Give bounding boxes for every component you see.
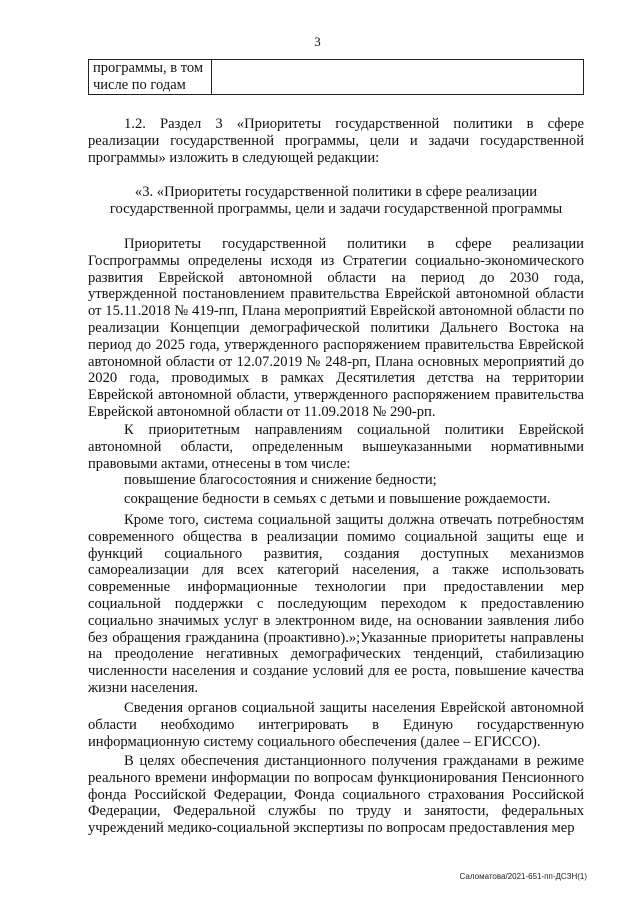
paragraph-egisso: Сведения органов социальной защиты населения Еврейской автономной области необходимо интегрировать в Единую государственную информационную систему социального обеспечения (далее – ЕГИССО). [88,700,584,750]
table-row-label [89,60,212,95]
table-row-label-line: программы, в том [93,60,204,76]
paragraph-remote-access: В целях обеспечения дистанционного получения гражданами в режиме реального времени информации по вопросам функционирования Пенсионного фонда Российской Федерации, Фонда социального страхования Российской Федерации, Федеральной службы по труду и занятости, федеральных учреждений медико-социальной экспертизы по вопросам предоставления мер [88,753,584,837]
table-row-value [212,60,584,95]
document-footer: Саломатова/2021-651-пп-ДСЗН(1) [459,872,587,881]
table-row [89,60,584,95]
paragraph-directions: К приоритетным направлениям социальной политики Еврейской автономной области, определенным вышеуказанными нормативными правовыми актами, отнесены в том числе: [88,422,584,472]
table-row-label-line: числе по годам [93,77,186,93]
section-heading [88,184,584,218]
list-item: сокращение бедности в семьях с детьми и повышение рождаемости. [124,491,551,507]
paragraph-social-system: Кроме того, система социальной защиты должна отвечать потребностям современного общества в реализации помимо социальной защиты еще и функций социального развития, создания доступных механизмов самореализации для всех категорий населения, а также использовать современные информационные технологии при предоставлении мер социальной поддержки с последующим переходом к предоставлению социально значимых услуг в электронном виде, на основании заявления либо без обращения гражданина (проактивно).»;Указанные приоритеты направлены на преодоление негативных демографических тенденций, стабилизацию численности населения и создание условий для ее роста, повышение качества жизни населения. [88,512,584,696]
page-number: 3 [314,34,321,49]
paragraph-priorities: Приоритеты государственной политики в сфере реализации Госпрограммы определены исходя из Стратегии социально-экономического развития Еврейской автономной области на период до 2030 года, утвержденной постановлением правительства Еврейской автономной области от 15.11.2018 № 419-пп, Плана мероприятий Еврейской автономной области по реализации Концепции демографической политики Дальнего Востока на период до 2025 года, утвержденного распоряжением правительства Еврейской автономной области от 12.07.2019 № 248-рп, Плана основных мероприятий до 2020 года, проводимых в рамках Десятилетия детства на территории Еврейской автономной области, утвержденного распоряжением правительства Еврейской автономной области от 11.09.2018 № 290-рп. [88,236,584,420]
section-intro: 1.2. Раздел 3 «Приоритеты государственной политики в сфере реализации государственной программы, цели и задачи государственной программы» изложить в следующей редакции: [88,116,584,166]
section-heading-line: «3. «Приоритеты государственной политики в сфере реализации [134,184,538,200]
program-table [88,59,584,95]
list-item: повышение благосостояния и снижение бедности; [124,472,437,488]
section-heading-line: государственной программы, цели и задачи государственной программы [109,200,563,217]
